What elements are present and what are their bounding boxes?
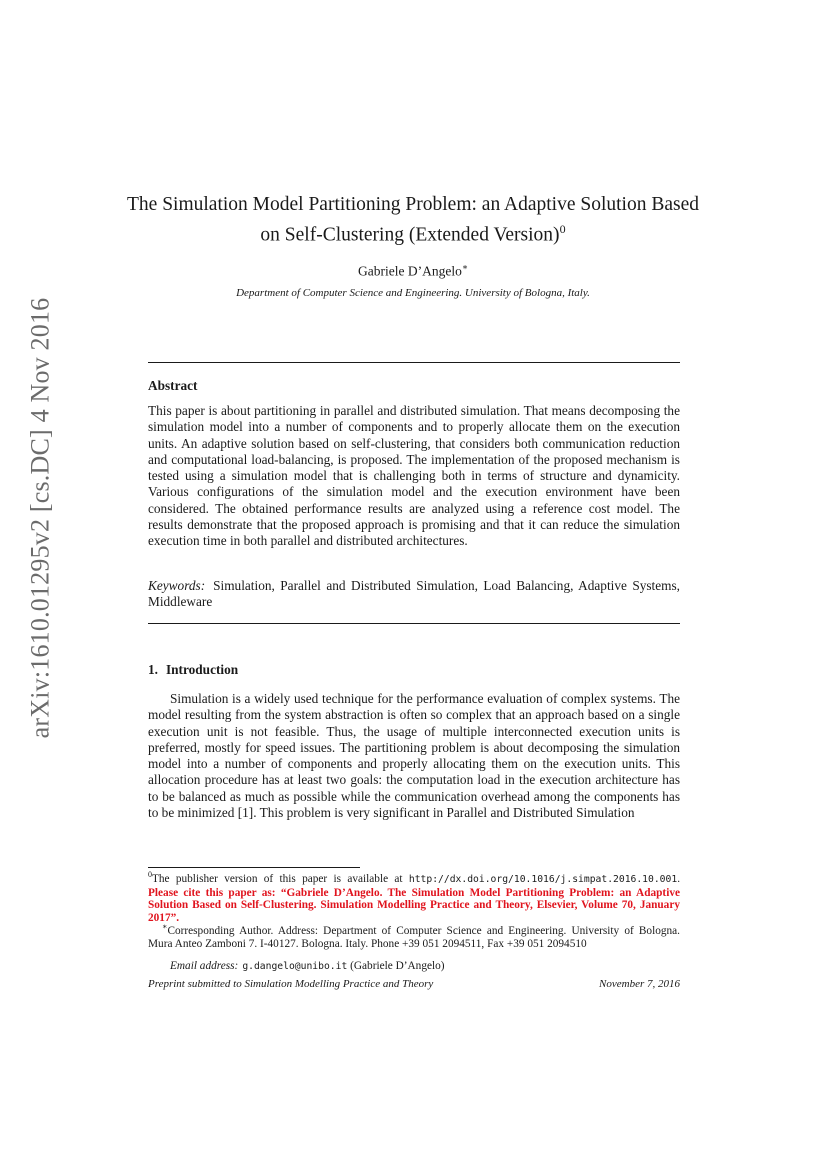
abstract-text: This paper is about partitioning in parallel and distributed simulation. That means decomposing the simulation model into a number of components and to properly allocate them on the execution units. An adaptive solution based on self-clustering, that considers both communication reduction and computational load-balancing, is proposed. The implementation of the proposed mechanism is tested using a simulation model that is challenging both in terms of structure and dynamicity. Various configurations of the simulation model and the execution environment have been considered. The obtained performance results are analyzed using a reference cost model. The results demonstrate that the proposed approach is promising and that it can reduce the simulation execution time in both parallel and distributed architectures. bbox=[148, 403, 680, 549]
affiliation: Department of Computer Science and Engineering. University of Bologna, Italy. bbox=[236, 287, 590, 299]
section-title: Introduction bbox=[165, 662, 239, 677]
arxiv-identifier: arXiv:1610.01295v2 [cs.DC] 4 Nov 2016 bbox=[25, 297, 55, 739]
email-address[interactable]: g.dangelo@unibo.it bbox=[242, 961, 348, 972]
keywords-label: Keywords: bbox=[148, 578, 206, 593]
introduction-paragraph: Simulation is a widely used technique for the performance evaluation of complex systems. The model resulting from the system abstraction is often so complex that an approach based on a single execution unit is not feasible. Thus, the usage of multiple interconnected execution units is preferred, mostly for speed issues. The partitioning problem is about decomposing the simulation model into a number of components and properly allocating them on the execution units. This allocation procedure has at least two goals: the computation load in the execution architecture has to be balanced as much as possible while the communication overhead among the components has to be minimized [1]. This problem is very significant in Parallel and Distributed Simulation bbox=[148, 691, 680, 821]
paper-title bbox=[120, 193, 706, 248]
footnote-corresponding-text: Corresponding Author. Address: Department of Computer Science and Engineering. University of Bologna. Mura Anteo Zamboni 7. I-40127. Bologna. Italy. Phone +39 051 2094511, Fax +39 051 2094510 bbox=[148, 924, 680, 950]
footnote-publisher-text: The publisher version of this paper is available at bbox=[152, 872, 403, 885]
keywords-list: Simulation, Parallel and Distributed Simulation, Load Balancing, Adaptive Systems, Middleware bbox=[148, 578, 680, 610]
author-name: Gabriele D’Angelo bbox=[358, 263, 462, 279]
footnote-publisher-end: . bbox=[677, 872, 681, 885]
doi-link[interactable]: http://dx.doi.org/10.1016/j.simpat.2016.10.001 bbox=[408, 873, 678, 885]
page-footer bbox=[148, 978, 680, 990]
arxiv-sidebar-stamp bbox=[20, 297, 60, 739]
email-owner: (Gabriele D’Angelo) bbox=[350, 960, 445, 972]
author-footnote-mark: ∗ bbox=[461, 262, 468, 272]
keywords-line bbox=[148, 578, 680, 611]
citation-note: Please cite this paper as: “Gabriele D’Angelo. The Simulation Model Partitioning Problem: an Adaptive Solution Based on Self-Clustering. Simulation Modelling Practice and Theory, Elsevier, Volume 70, January 2017”. bbox=[148, 886, 680, 925]
footer-date: November 7, 2016 bbox=[599, 978, 680, 990]
preprint-note: Preprint submitted to Simulation Modelling Practice and Theory bbox=[148, 978, 434, 990]
paper-title-text: The Simulation Model Partitioning Problem: an Adaptive Solution Based on Self-Clustering (Extended Version) bbox=[127, 194, 699, 246]
footnote-rule bbox=[148, 867, 360, 868]
footnote-corresponding bbox=[148, 921, 680, 950]
abstract-top-rule bbox=[148, 362, 680, 363]
footnote-publisher bbox=[148, 869, 680, 925]
email-label: Email address: bbox=[170, 960, 239, 972]
title-footnote-mark: 0 bbox=[559, 222, 566, 236]
footnote-email bbox=[148, 960, 680, 974]
section-heading-introduction bbox=[148, 662, 680, 678]
author-line bbox=[120, 262, 706, 280]
footnote-mark: 0 bbox=[148, 870, 152, 879]
section-number: 1. bbox=[148, 662, 158, 677]
footnote-mark: ∗ bbox=[162, 922, 168, 931]
abstract-heading: Abstract bbox=[148, 378, 198, 393]
abstract-bottom-rule bbox=[148, 623, 680, 624]
